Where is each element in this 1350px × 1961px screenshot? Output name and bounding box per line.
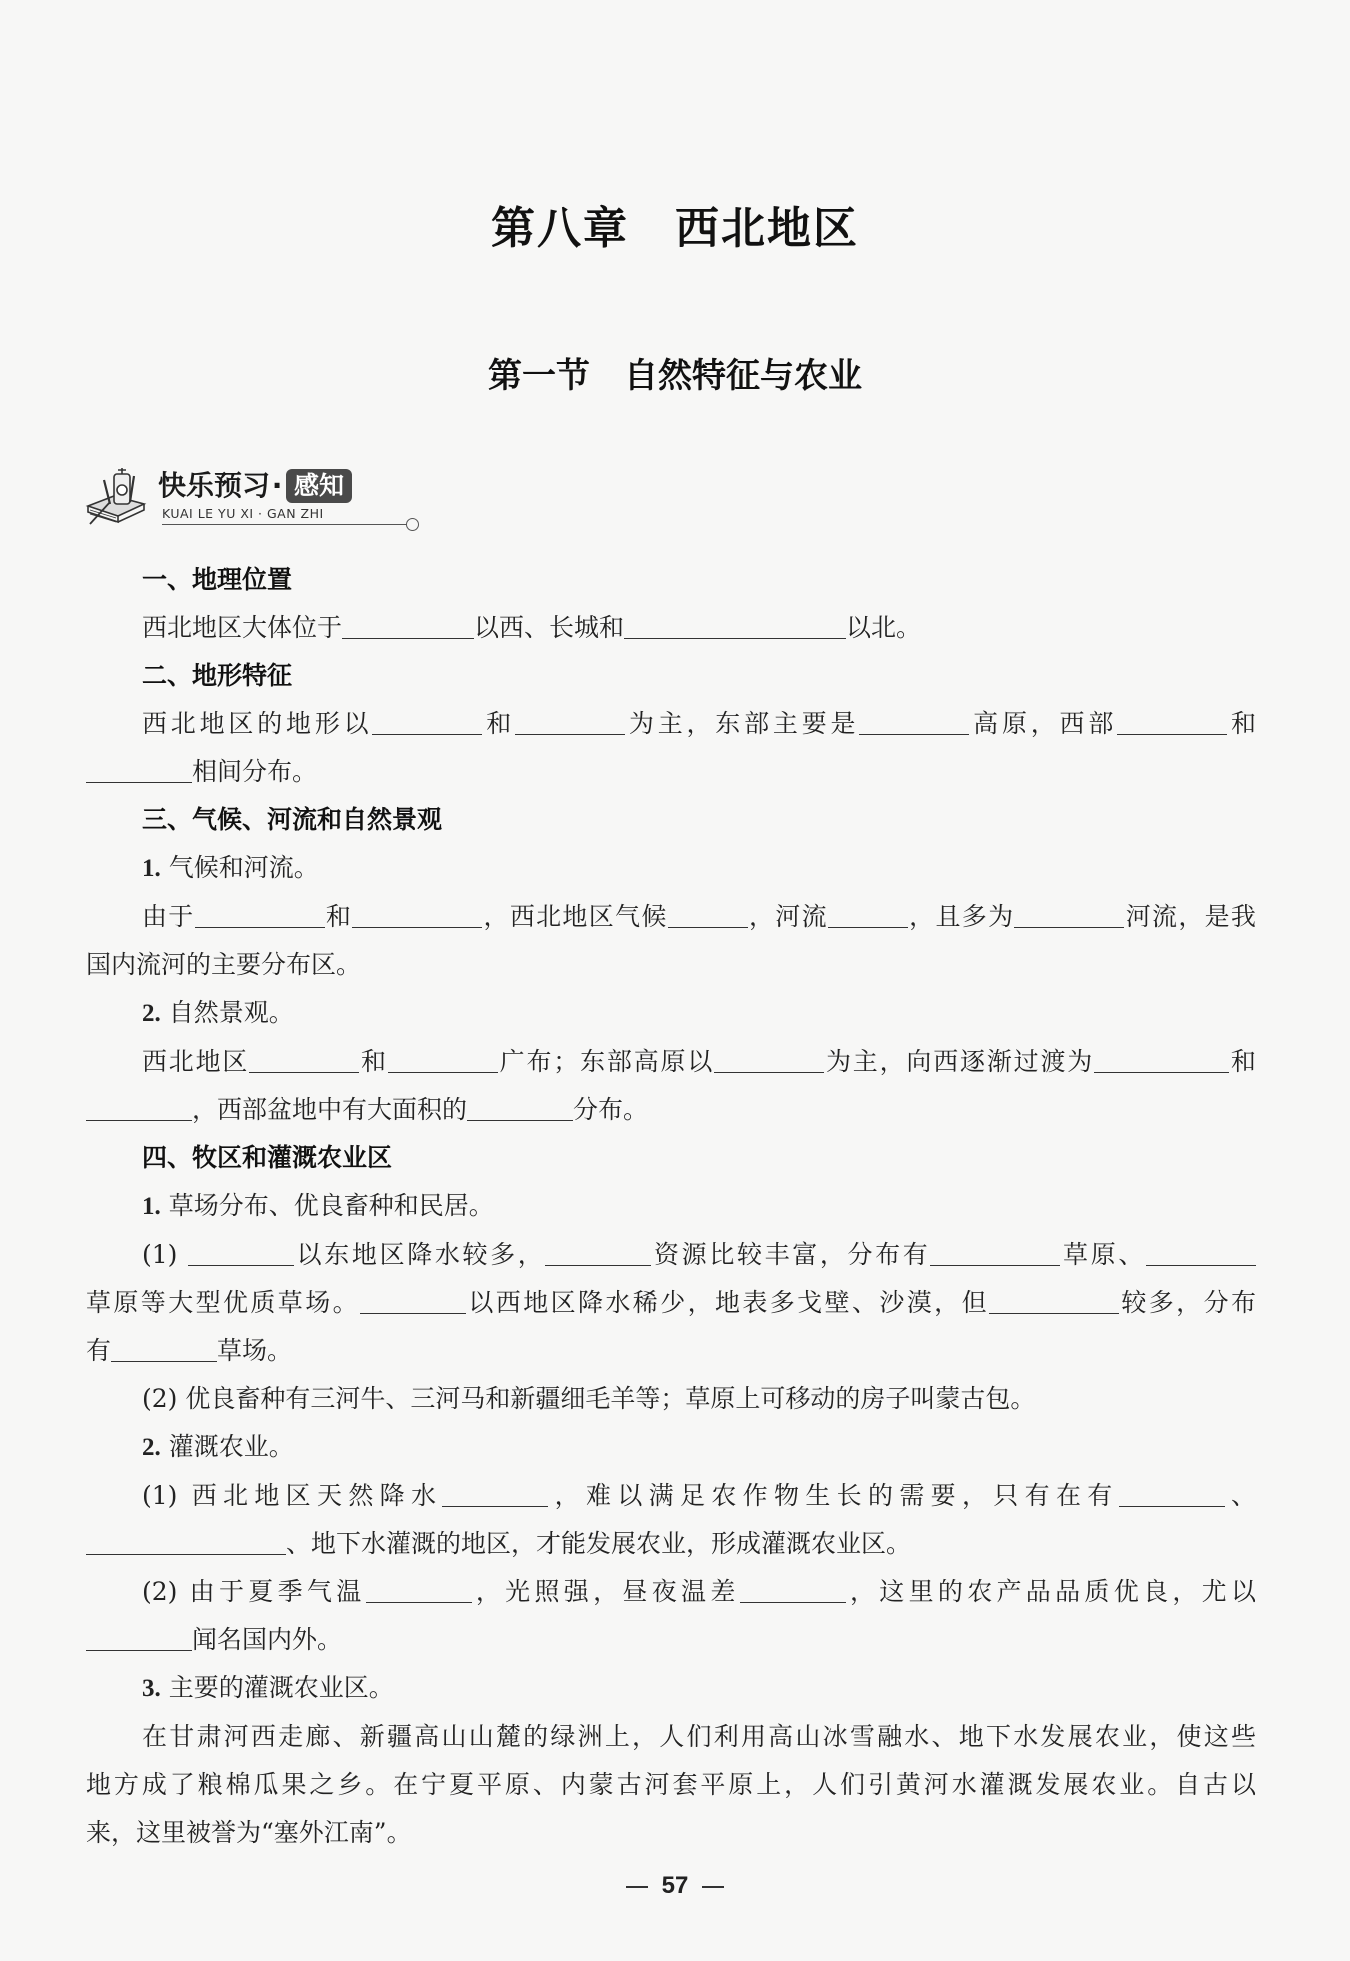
answer-blank[interactable]: [989, 1283, 1119, 1314]
text: 分布。: [573, 1095, 649, 1124]
text: 草原、: [1060, 1240, 1146, 1269]
banner-title-text: 快乐预习: [158, 469, 271, 502]
subheading-landscape: [86, 989, 1256, 1038]
heading-pasture-irrigation: 四、牧区和灌溉农业区: [142, 1143, 393, 1172]
question-landscape-line1: [86, 1038, 1256, 1086]
question-irrigation-line3: [86, 1568, 1256, 1616]
section-title: [0, 348, 1350, 397]
item-number: 1.: [142, 1193, 161, 1220]
text: ，这里的农产品品质优良，尤以: [845, 1577, 1256, 1606]
question-irrigation-line2: [86, 1520, 1256, 1568]
question-climate-line1: [86, 893, 1256, 941]
text: ，光照强，昼夜温差: [471, 1577, 740, 1606]
chapter-name: 西北地区: [675, 203, 859, 254]
subheading-climate-rivers: [86, 844, 1256, 893]
page-number-text: 57: [661, 1872, 689, 1899]
text: 西北地区大体位于: [142, 613, 343, 642]
text: 和: [1229, 1047, 1256, 1076]
paragraph-line2: 地方成了粮棉瓜果之乡。在宁夏平原、内蒙古河套平原上，人们引黄河水灌溉发展农业。自古以: [86, 1770, 1256, 1799]
text: 由于: [142, 902, 195, 931]
text: ，难以满足农作物生长的需要，只有在有: [548, 1481, 1119, 1510]
answer-blank[interactable]: [545, 1235, 651, 1266]
chapter-number: 第八章: [491, 203, 629, 254]
worksheet-content: [86, 556, 1256, 1857]
text: ，西部盆地中有大面积的: [192, 1095, 468, 1124]
text: 气候和河流。: [168, 853, 319, 882]
answer-blank[interactable]: [1146, 1235, 1256, 1266]
text: 和: [1227, 709, 1256, 738]
books-pencil-icon: [84, 466, 156, 528]
text: ，河流: [747, 902, 828, 931]
question-terrain-line2: [86, 748, 1256, 796]
item-number: 2.: [142, 1434, 161, 1461]
text: 和: [482, 709, 516, 738]
paragraph-line3: 来，这里被誉为“塞外江南”。: [86, 1818, 412, 1847]
question-climate-line2: 国内流河的主要分布区。: [86, 950, 362, 979]
text: 相间分布。: [192, 757, 318, 786]
answer-blank[interactable]: [1117, 704, 1227, 735]
answer-blank[interactable]: [86, 1620, 192, 1651]
answer-blank[interactable]: [1119, 1476, 1225, 1507]
preview-banner: [84, 462, 414, 532]
text: 广布；东部高原以: [497, 1047, 715, 1076]
text: 草场。: [217, 1336, 293, 1365]
answer-blank[interactable]: [188, 1235, 294, 1266]
section-name: 自然特征与农业: [624, 356, 862, 396]
text: 为主，东部主要是: [625, 709, 860, 738]
section-number: 第一节: [488, 356, 590, 396]
text: 、地下水灌溉的地区，才能发展农业，形成灌溉农业区。: [286, 1529, 912, 1558]
answer-blank[interactable]: [86, 752, 192, 783]
text: 资源比较丰富，分布有: [651, 1240, 931, 1269]
text: 河流，是我: [1124, 902, 1256, 931]
text: 以北。: [846, 613, 922, 642]
banner-subtitle: KUAI LE YU XI · GAN ZHI: [162, 506, 324, 521]
answer-blank[interactable]: [859, 704, 969, 735]
text: 、: [1224, 1481, 1256, 1510]
dash-right: [702, 1886, 724, 1888]
text: 西北地区的地形以: [142, 709, 373, 738]
answer-blank[interactable]: [360, 1283, 466, 1314]
item-number: 1.: [142, 855, 161, 882]
answer-blank[interactable]: [195, 897, 325, 928]
text: 以西地区降水稀少，地表多戈壁、沙漠，但: [466, 1288, 989, 1317]
question-grassland-line2: [86, 1279, 1256, 1327]
question-terrain-line1: [86, 700, 1256, 748]
answer-blank[interactable]: [714, 1042, 824, 1073]
answer-blank[interactable]: [930, 1235, 1060, 1266]
text: 草原等大型优质草场。: [86, 1288, 360, 1317]
banner-title: [158, 464, 352, 504]
text: 以西、长城和: [474, 613, 625, 642]
chapter-title: [0, 192, 1350, 256]
answer-blank[interactable]: [249, 1042, 359, 1073]
answer-blank[interactable]: [388, 1042, 498, 1073]
answer-blank[interactable]: [366, 1572, 472, 1603]
text: (2) 由于夏季气温: [142, 1577, 366, 1606]
item-number: 3.: [142, 1675, 161, 1702]
text: 自然景观。: [168, 998, 294, 1027]
answer-blank[interactable]: [1014, 897, 1124, 928]
banner-underline: [162, 524, 408, 525]
text: 高原，西部: [969, 709, 1118, 738]
question-irrigation-line4: [86, 1616, 1256, 1664]
answer-blank[interactable]: [86, 1524, 286, 1555]
question-grassland-line1: [86, 1231, 1256, 1279]
question-irrigation-line1: [86, 1472, 1256, 1520]
statement-livestock: (2) 优良畜种有三河牛、三河马和新疆细毛羊等；草原上可移动的房子叫蒙古包。: [142, 1384, 1036, 1413]
text: 草场分布、优良畜种和民居。: [168, 1191, 494, 1220]
text: 有: [86, 1336, 112, 1365]
heading-location: 一、地理位置: [142, 565, 293, 594]
answer-blank[interactable]: [442, 1476, 548, 1507]
answer-blank[interactable]: [86, 1090, 192, 1121]
banner-tag: 感知: [286, 469, 352, 503]
text: 西北地区: [142, 1047, 250, 1076]
answer-blank[interactable]: [740, 1572, 846, 1603]
text: (1) 西北地区天然降水: [142, 1481, 443, 1510]
question-grassland-line3: [86, 1327, 1256, 1375]
text: 主要的灌溉农业区。: [168, 1673, 394, 1702]
answer-blank[interactable]: [342, 608, 474, 639]
banner-circle-icon: [406, 518, 419, 531]
heading-climate: 三、气候、河流和自然景观: [142, 805, 443, 834]
page-number: [0, 1872, 1350, 1900]
subheading-grassland: [86, 1182, 1256, 1231]
answer-blank[interactable]: [624, 608, 846, 639]
answer-blank[interactable]: [467, 1090, 573, 1121]
text: 为主，向西逐渐过渡为: [824, 1047, 1095, 1076]
answer-blank[interactable]: [352, 897, 482, 928]
subheading-main-irrigation-areas: [86, 1664, 1256, 1713]
text: 闻名国内外。: [192, 1625, 343, 1654]
answer-blank[interactable]: [1094, 1042, 1229, 1073]
text: (1): [142, 1240, 178, 1269]
text: 较多，分布: [1118, 1288, 1256, 1317]
text: 灌溉农业。: [168, 1432, 294, 1461]
answer-blank[interactable]: [111, 1331, 217, 1362]
answer-blank[interactable]: [372, 704, 482, 735]
text: 和: [359, 1047, 388, 1076]
question-location: [86, 604, 1256, 652]
text: ，西北地区气候: [482, 902, 668, 931]
item-number: 2.: [142, 1000, 161, 1027]
answer-blank[interactable]: [828, 897, 908, 928]
banner-dot: ·: [271, 469, 283, 502]
dash-left: [626, 1886, 648, 1888]
paragraph-line1: 在甘肃河西走廊、新疆高山山麓的绿洲上，人们利用高山冰雪融水、地下水发展农业，使这些: [142, 1722, 1256, 1751]
text: 和: [324, 902, 353, 931]
answer-blank[interactable]: [515, 704, 625, 735]
text: 以东地区降水较多，: [294, 1240, 546, 1269]
text: ，且多为: [907, 902, 1015, 931]
question-landscape-line2: [86, 1086, 1256, 1134]
heading-terrain: 二、地形特征: [142, 661, 293, 690]
subheading-irrigation: [86, 1423, 1256, 1472]
answer-blank[interactable]: [668, 897, 748, 928]
